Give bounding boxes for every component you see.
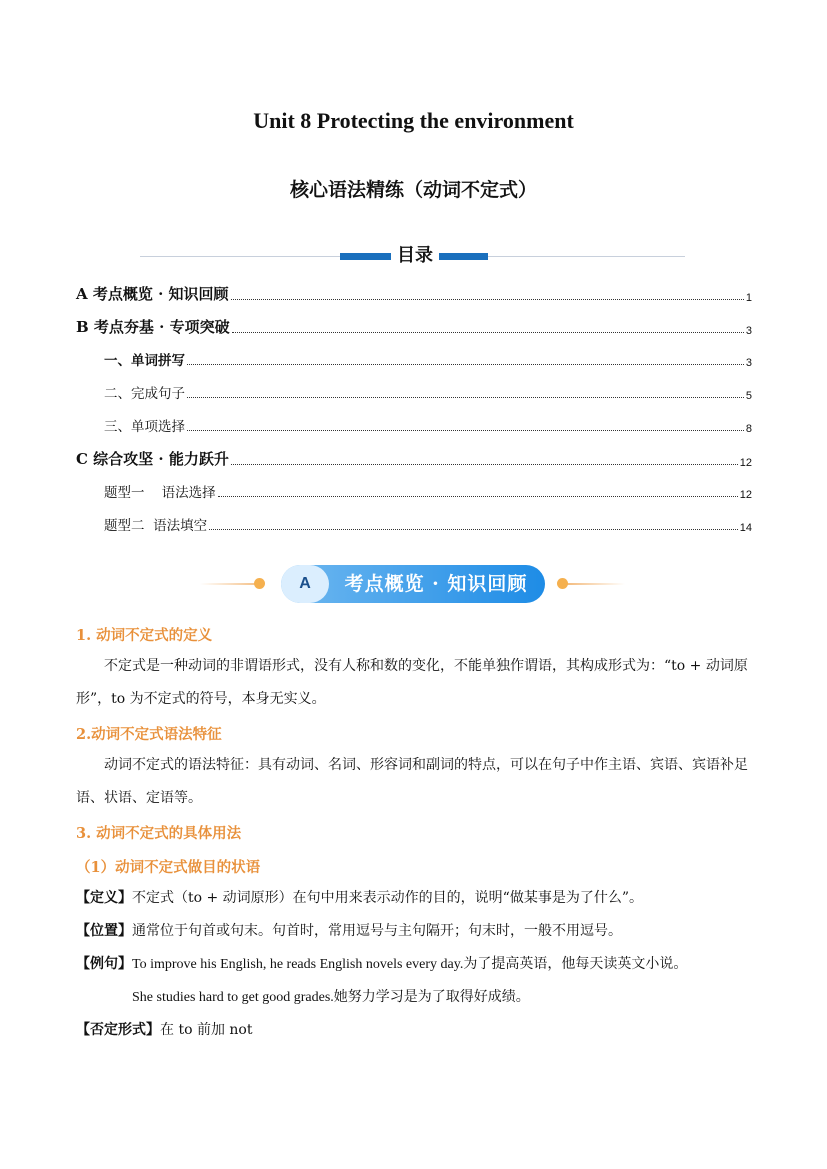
example-label: 【例句】 bbox=[76, 956, 132, 972]
toc-entry-page: 8 bbox=[745, 423, 752, 435]
definition-line bbox=[76, 882, 752, 915]
toc-entry-label: 二、完成句子 bbox=[104, 386, 185, 402]
example-line bbox=[132, 981, 752, 1014]
toc-entry-page: 12 bbox=[739, 489, 752, 501]
toc-entry[interactable] bbox=[104, 514, 752, 534]
toc-entry-label: 三、单项选择 bbox=[104, 419, 185, 435]
section-banner-title: 考点概览 · 知识回顾 bbox=[344, 573, 528, 595]
toc-entry[interactable] bbox=[76, 283, 752, 304]
toc-entry-page: 12 bbox=[739, 457, 752, 469]
section-heading: 1. 动词不定式的定义 bbox=[76, 627, 213, 644]
negative-form-text: 在 to 前加 not bbox=[160, 1022, 253, 1038]
toc-leader bbox=[209, 528, 738, 530]
banner-dot-left bbox=[254, 578, 265, 589]
toc-entry-label: C 综合攻坚 · 能力跃升 bbox=[76, 450, 229, 468]
paragraph: 动词不定式的语法特征：具有动词、名词、形容词和副词的特点，可以在句子中作主语、宾语、宾语补足语、状语、定语等。 bbox=[76, 757, 748, 806]
paragraph: 不定式是一种动词的非谓语形式，没有人称和数的变化，不能单独作谓语，其构成形式为：“to + 动词原形”，to 为不定式的符号，本身无实义。 bbox=[76, 658, 748, 707]
toc-entry[interactable] bbox=[76, 316, 752, 337]
definition-label: 【定义】 bbox=[76, 890, 132, 906]
document-subtitle: 核心语法精练（动词不定式） bbox=[289, 179, 537, 201]
toc-leader bbox=[231, 463, 738, 465]
toc-leader bbox=[231, 298, 744, 300]
toc-entry-page: 5 bbox=[745, 390, 752, 402]
example-sentence-zh: 她努力学习是为了取得好成绩。 bbox=[333, 989, 530, 1005]
toc-entry[interactable] bbox=[104, 481, 752, 501]
banner-dot-right bbox=[557, 578, 568, 589]
section-badge: A bbox=[281, 565, 329, 603]
toc-leader bbox=[187, 363, 744, 365]
position-line bbox=[76, 915, 752, 948]
position-label: 【位置】 bbox=[76, 923, 132, 939]
toc-entry[interactable] bbox=[104, 382, 752, 402]
toc-leader bbox=[187, 429, 744, 431]
example-sentence-en: She studies hard to get good grades. bbox=[132, 990, 334, 1005]
negative-form-label: 【否定形式】 bbox=[76, 1022, 160, 1038]
toc-leader bbox=[232, 331, 744, 333]
section-heading: 3. 动词不定式的具体用法 bbox=[76, 825, 242, 842]
toc-entry[interactable] bbox=[104, 415, 752, 435]
section-heading: 2.动词不定式语法特征 bbox=[76, 726, 222, 743]
toc-entry-page: 3 bbox=[745, 325, 752, 337]
document-title: Unit 8 Protecting the environment bbox=[253, 108, 574, 133]
toc-leader bbox=[218, 495, 738, 497]
toc-entry-label: B 考点夯基 · 专项突破 bbox=[76, 318, 230, 336]
toc-heading: 目录 bbox=[340, 241, 490, 267]
toc-entry-page: 14 bbox=[739, 522, 752, 534]
subsection-heading: （1）动词不定式做目的状语 bbox=[76, 859, 261, 876]
toc-entry[interactable] bbox=[104, 349, 752, 369]
definition-text: 不定式（to + 动词原形）在句中用来表示动作的目的，说明“做某事是为了什么”。 bbox=[132, 890, 643, 906]
example-sentence-en: To improve his English, he reads English novels every day. bbox=[132, 957, 464, 972]
toc-entry-page: 1 bbox=[745, 292, 752, 304]
example-sentence-zh: 为了提高英语，他每天读英文小说。 bbox=[463, 956, 688, 972]
toc-entry-page: 3 bbox=[745, 357, 752, 369]
toc-entry-label: 一、单词拼写 bbox=[104, 353, 185, 369]
toc-entry-label: A 考点概览 · 知识回顾 bbox=[76, 285, 229, 303]
example-line bbox=[76, 948, 752, 981]
banner-line-right bbox=[565, 583, 625, 585]
toc-entry-label: 题型二 语法填空 bbox=[104, 518, 208, 534]
toc-leader bbox=[187, 396, 744, 398]
position-text: 通常位于句首或句末。句首时，常用逗号与主句隔开；句末时，一般不用逗号。 bbox=[132, 923, 622, 939]
negative-form-line bbox=[76, 1014, 752, 1047]
toc-entry-label: 题型一 语法选择 bbox=[104, 485, 216, 501]
toc-entry[interactable] bbox=[76, 448, 752, 469]
